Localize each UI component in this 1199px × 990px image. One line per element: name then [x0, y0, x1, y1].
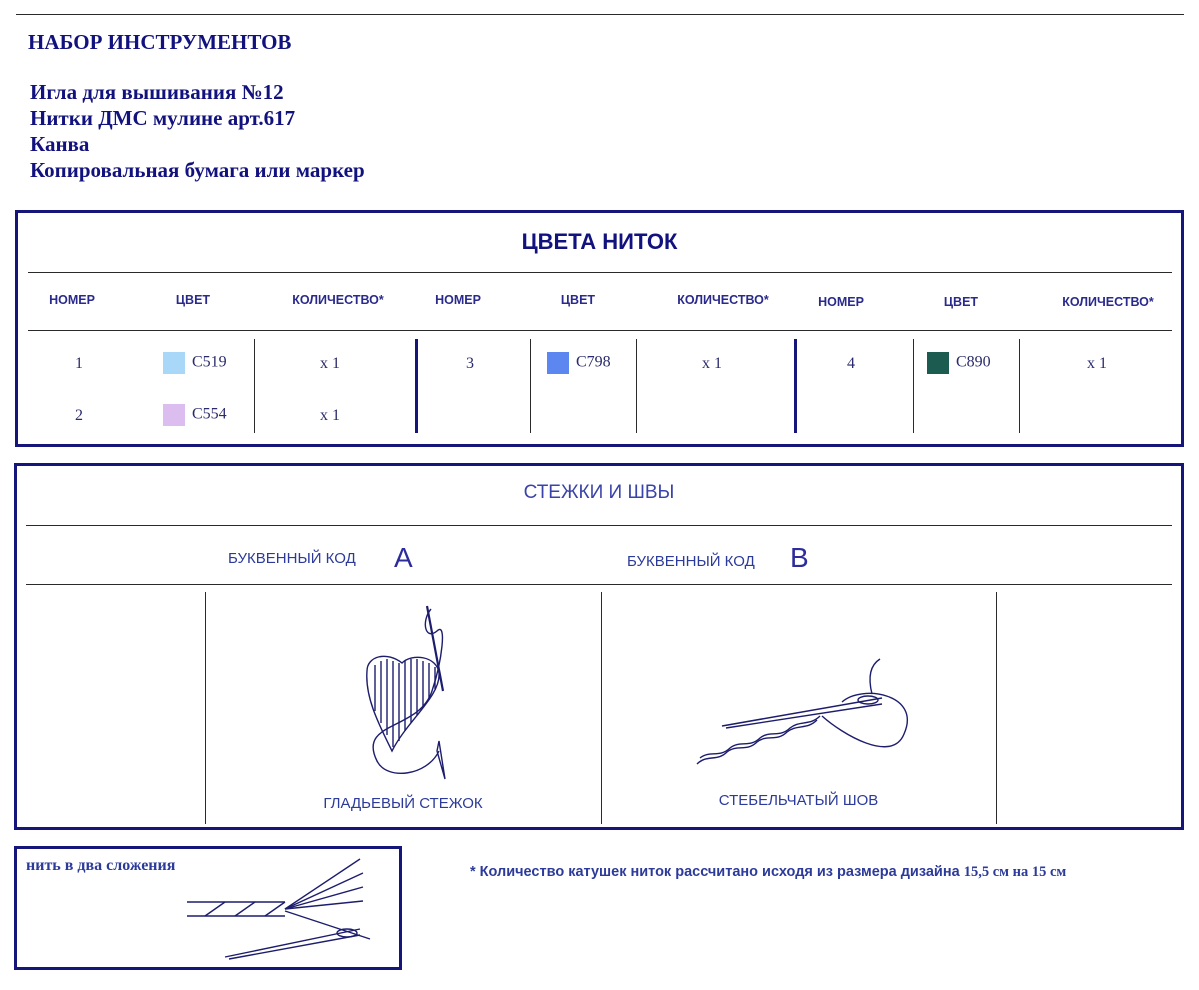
column-divider [996, 592, 997, 824]
thread-colors-title: ЦВЕТА НИТОК [521, 229, 678, 254]
divider [28, 272, 1172, 273]
kit-item-needle: Игла для вышивания №12 [30, 80, 284, 104]
divider [28, 330, 1172, 331]
header-number-1: НОМЕР [49, 293, 95, 307]
header-quantity-3: КОЛИЧЕСТВО* [1062, 295, 1154, 309]
letter-code-label-a: БУКВЕННЫЙ КОД [228, 550, 356, 567]
color-number: 1 [75, 355, 83, 372]
top-divider [16, 14, 1184, 15]
color-number: 2 [75, 407, 83, 424]
color-code: С890 [956, 353, 991, 371]
color-number: 3 [466, 355, 474, 372]
kit-item-thread: Нитки ДМС мулине арт.617 [30, 106, 296, 130]
satin-stitch-illustration [347, 601, 467, 781]
color-swatch [163, 352, 185, 374]
column-divider [1019, 339, 1020, 433]
header-quantity-1: КОЛИЧЕСТВО* [292, 293, 384, 307]
color-entry [163, 352, 227, 374]
color-swatch [163, 404, 185, 426]
letter-code-label-b: БУКВЕННЫЙ КОД [627, 553, 755, 570]
thread-colors-panel [15, 210, 1184, 447]
kit-item-canvas: Канва [30, 132, 90, 156]
color-quantity: x 1 [1087, 355, 1107, 372]
column-divider [205, 592, 206, 824]
double-thread-label: нить в два сложения [26, 857, 176, 874]
stem-stitch-name: СТЕБЕЛЬЧАТЫЙ ШОВ [718, 792, 879, 809]
group-divider [415, 339, 418, 433]
double-thread-illustration [185, 857, 385, 962]
color-entry [927, 352, 991, 374]
stitches-title: СТЕЖКИ И ШВЫ [523, 482, 675, 503]
color-number: 4 [847, 355, 855, 372]
letter-code-a: A [394, 542, 413, 573]
kit-list [30, 79, 365, 183]
column-divider [636, 339, 637, 433]
color-quantity: x 1 [320, 355, 340, 372]
color-swatch [547, 352, 569, 374]
color-code: С519 [192, 353, 227, 371]
column-divider [601, 592, 602, 824]
stem-stitch-illustration [692, 654, 922, 774]
header-quantity-2: КОЛИЧЕСТВО* [677, 293, 769, 307]
color-quantity: x 1 [702, 355, 722, 372]
header-color-2: ЦВЕТ [560, 293, 596, 307]
header-color-1: ЦВЕТ [175, 293, 211, 307]
header-number-2: НОМЕР [435, 293, 481, 307]
color-entry [547, 352, 611, 374]
kit-item-paper: Копировальная бумага или маркер [30, 158, 365, 182]
column-divider [530, 339, 531, 433]
column-divider [913, 339, 914, 433]
footnote-size: 15,5 см на 15 см [963, 864, 1067, 880]
color-entry [163, 404, 227, 426]
group-divider [794, 339, 797, 433]
color-quantity: x 1 [320, 407, 340, 424]
divider [26, 525, 1172, 526]
stitches-panel [14, 463, 1184, 830]
quantity-footnote [470, 864, 1066, 881]
header-color-3: ЦВЕТ [943, 295, 979, 309]
header-number-3: НОМЕР [818, 295, 864, 309]
footnote-text: * Количество катушек ниток рассчитано исходя из размера дизайна [470, 864, 964, 880]
satin-stitch-name: ГЛАДЬЕВЫЙ СТЕЖОК [323, 795, 483, 812]
color-code: С798 [576, 353, 611, 371]
letter-code-b: B [790, 542, 809, 573]
color-swatch [927, 352, 949, 374]
column-divider [254, 339, 255, 433]
kit-title: НАБОР ИНСТРУМЕНТОВ [28, 30, 292, 54]
double-thread-panel [14, 846, 402, 970]
color-code: С554 [192, 405, 227, 423]
divider [26, 584, 1172, 585]
